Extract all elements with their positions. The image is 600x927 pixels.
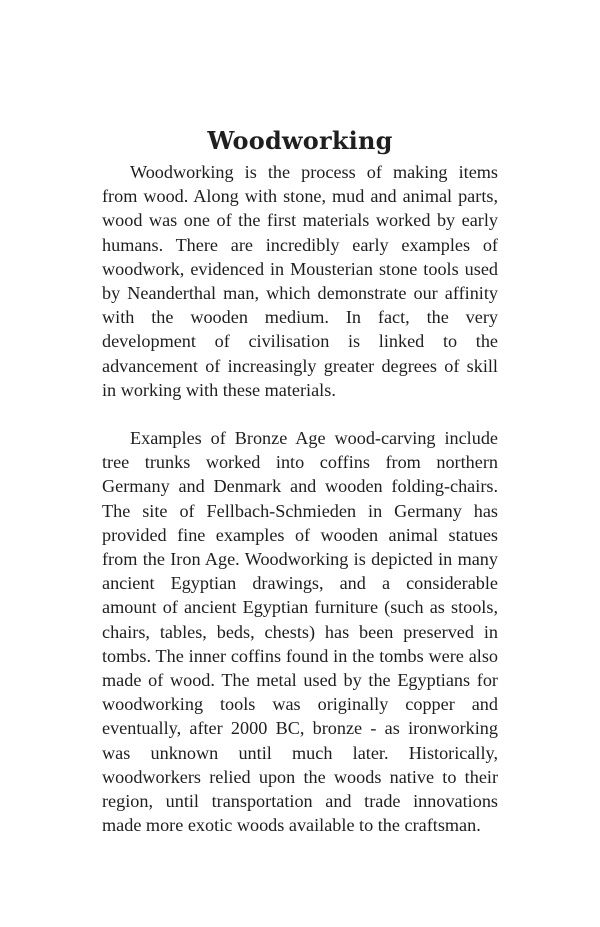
body-text (102, 160, 498, 837)
paragraph-1: Woodworking is the process of making items from wood. Along with stone, mud and animal parts, wood was one of the first materials worked by early humans. There are incredibly early examples of woodwork, evidenced in Mousterian stone tools used by Neanderthal man, which demonstrate our affinity with the wooden medium. In fact, the very development of civilisation is linked to the advancement of increasingly greater degrees of skill in working with these materials. (102, 162, 498, 400)
paragraph-2: Examples of Bronze Age wood-carving include tree trunks worked into coffins from northern Germany and Denmark and wooden folding-chairs. The site of Fellbach-Schmieden in Germany has provided fine examples of wooden animal statues from the Iron Age. Woodworking is depicted in many ancient Egyptian drawings, and a considerable amount of ancient Egyptian furniture (such as stools, chairs, tables, beds, chests) has been preserved in tombs. The inner coffins found in the tombs were also made of wood. The metal used by the Egyptians for woodworking tools was originally copper and eventually, after 2000 BC, bronze - as ironworking was unknown until much later. Historically, woodworkers relied upon the woods native to their region, until transportation and trade innovations made more exotic woods available to the craftsman. (102, 428, 498, 836)
page-title: Woodworking (207, 126, 393, 156)
